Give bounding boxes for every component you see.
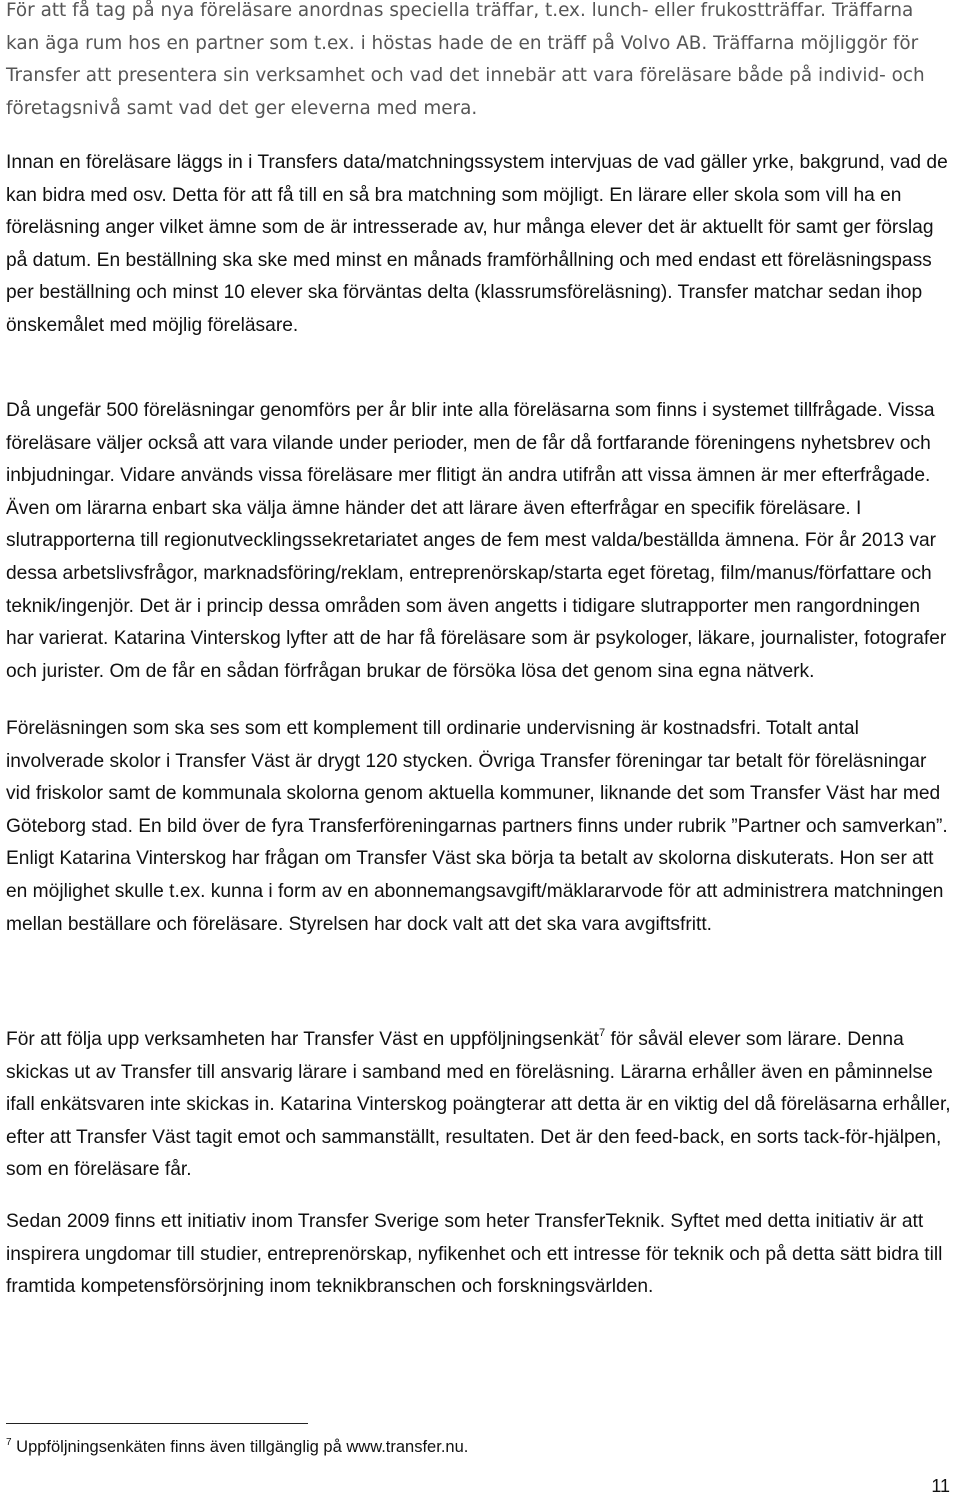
paragraph-transfer-teknik: Sedan 2009 finns ett initiativ inom Transfer Sverige som heter TransferTeknik. Syftet med detta initiativ är att inspirera ungdomar till studier, entreprenörskap, nyfikenhet och ett intresse för teknik och på detta sätt bidra till framtida kompetensförsörjning inom teknikbranschen och forskningsvärlden. [6, 1211, 943, 1298]
paragraph-lecture-volume: Då ungefär 500 föreläsningar genomförs per år blir inte alla föreläsarna som finns i systemet tillfrågade. Vissa föreläsare väljer också att vara vilande under perioder, men de får då fortfarande föreningens nyhetsbrev och inbjudningar. Vidare används vissa föreläsare mer flitigt än andra utifrån att vissa ämnen är mer efterfrågade. Även om lärarna enbart ska välja ämne händer det att lärare även efterfrågar en specifik föreläsare. I slutrapporterna till regionutvecklingssekretariatet anges de fem mest valda/beställda ämnena. För år 2013 var dessa arbetslivsfrågor, marknadsföring/reklam, entreprenörskap/starta eget företag, film/manus/författare och teknik/ingenjör. Det är i princip dessa områden som även angetts i tidigare slutrapporter men rangordningen har varierat. Katarina Vinterskog lyfter att de har få föreläsare som är psykologer, läkare, journalister, fotografer och jurister. Om de får en sådan förfrågan brukar de försöka lösa det genom sina egna nätverk. [6, 400, 947, 682]
footnote-reference: 7 [599, 1026, 606, 1039]
paragraph-follow-up-survey [6, 1024, 952, 1187]
document-page [6, 0, 952, 1507]
footnote-number: 7 [6, 1436, 12, 1448]
paragraph-follow-up-text-start: För att följa upp verksamheten har Transfer Väst en uppföljningsenkät [6, 1029, 600, 1050]
paragraph-free-lectures: Föreläsningen som ska ses som ett komplement till ordinarie undervisning är kostnadsfri. Totalt antal involverade skolor i Transfer Väst är drygt 120 stycken. Övriga Transfer föreningar tar betalt för föreläsningar vid friskolor samt de kommunala skolorna genom aktuella kommuner, liknande det som Transfer Väst har med Göteborg stad. En bild över de fyra Transferföreningarnas partners finns under rubrik ”Partner och samverkan”. Enligt Katarina Vinterskog har frågan om Transfer Väst ska börja ta betalt av skolorna diskuterats. Hon ser att en möjlighet skulle t.ex. kunna i form av en abonnemangsavgift/mäklararvode för att administrera matchningen mellan beställare och föreläsare. Styrelsen har dock valt att det ska vara avgiftsfritt. [6, 718, 948, 935]
paragraph-lecturer-meetings: För att få tag på nya föreläsare anordnas speciella träffar, t.ex. lunch- eller frukostträffar. Träffarna kan äga rum hos en partner som t.ex. i höstas hade de en träff på Volvo AB. Träffarna möjliggör för Transfer att presentera sin verksamhet och vad det innebär att vara föreläsare både på individ- och företagsnivå samt vad det ger eleverna med mera. [6, 0, 925, 119]
paragraph-follow-up-text-end: för såväl elever som lärare. Denna skickas ut av Transfer till ansvarig lärare i samband med en föreläsning. Lärarna erhåller även en påminnelse ifall enkätsvaren inte skickas in. Katarina Vinterskog poängterar att detta är en viktig del då föreläsarna erhåller, efter att Transfer Väst tagit emot och sammanställt, resultaten. Det är den feed-back, en sorts tack-för-hjälpen, som en föreläsare får. [6, 1029, 951, 1181]
footnote-separator [6, 1423, 308, 1424]
paragraph-matching-system: Innan en föreläsare läggs in i Transfers data/matchningssystem intervjuas de vad gäller yrke, bakgrund, vad de kan bidra med osv. Detta för att få till en så bra matchning som möjligt. En lärare eller skola som vill ha en föreläsning anger vilket ämne som de är intresserade av, hur många elever det är aktuellt för samt ger förslag på datum. En beställning ska ske med minst en månads framförhållning och med endast ett föreläsningspass per beställning och minst 10 elever ska förväntas delta (klassrumsföreläsning). Transfer matchar sedan ihop önskemålet med möjlig föreläsare. [6, 152, 948, 336]
footnote [6, 1436, 468, 1458]
footnote-text: Uppföljningsenkäten finns även tillgänglig på www.transfer.nu. [11, 1438, 469, 1456]
page-number: 11 [931, 1476, 950, 1496]
